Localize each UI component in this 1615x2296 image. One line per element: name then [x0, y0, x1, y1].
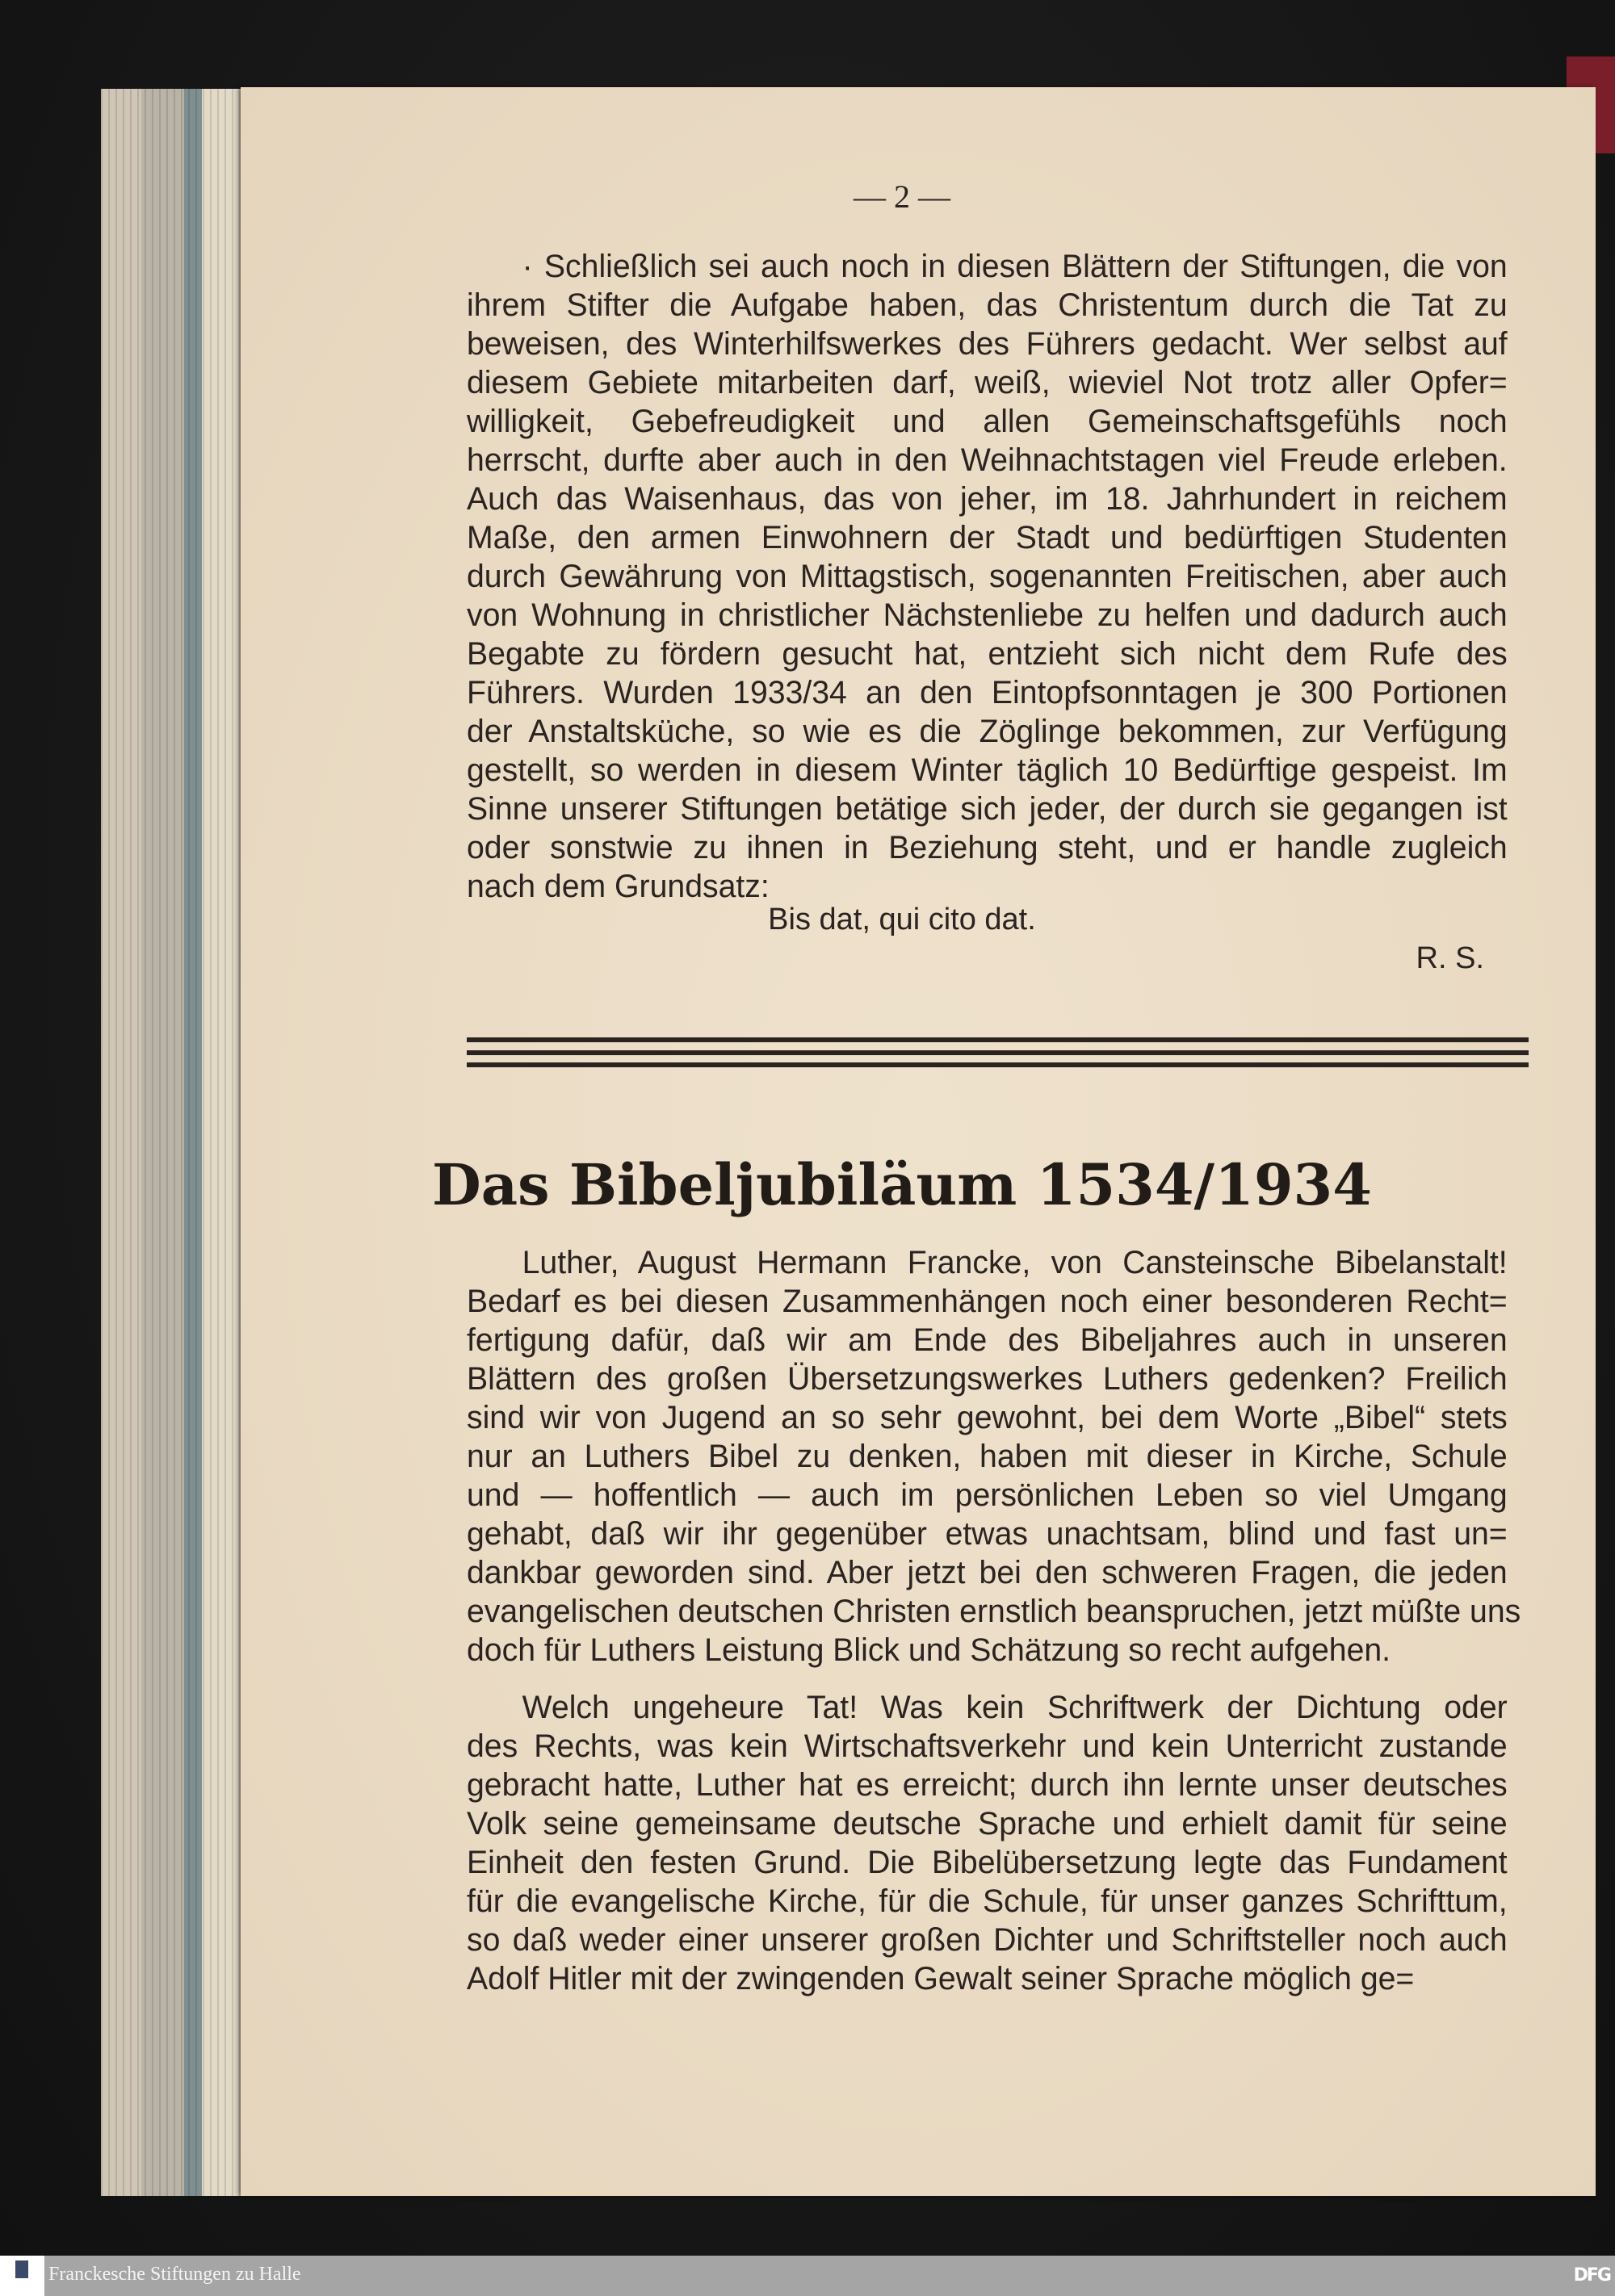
text-line: Welch ungeheure Tat! Was kein Schriftwerk der Dichtung oder — [522, 1690, 1508, 1725]
book-page — [241, 87, 1596, 2196]
text-line: Begabte zu fördern gesucht hat, entzieht sich nicht dem Rufe des — [467, 636, 1508, 672]
text-line: des Rechts, was kein Wirtschaftsverkehr und kein Unterricht zustande — [467, 1728, 1508, 1764]
text-line: sind wir von Jugend an so sehr gewohnt, bei dem Worte „Bibel“ stets — [467, 1400, 1508, 1435]
text-line: fertigung dafür, daß wir am Ende des Bibeljahres auch in unseren — [467, 1322, 1508, 1358]
text-line: von Wohnung in christlicher Nächstenliebe zu helfen und dadurch auch — [467, 597, 1508, 633]
dfg-logo: DFG — [1573, 2265, 1610, 2286]
institution-name: Franckesche Stiftungen zu Halle — [48, 2264, 301, 2285]
text-line: evangelischen deutschen Christen ernstlich beanspruchen, jetzt müßte uns — [467, 1594, 1521, 1629]
text-line: beweisen, des Winterhilfswerkes des Führers gedacht. Wer selbst auf — [467, 326, 1508, 362]
article-title — [241, 1151, 1596, 1218]
text-line: Volk seine gemeinsame deutsche Sprache und erhielt damit für seine — [467, 1806, 1508, 1841]
text-line: und — hoffentlich — auch im persönlichen Leben so viel Umgang — [467, 1477, 1508, 1513]
text-line: herrscht, durfte aber auch in den Weihnachtstagen viel Freude erleben. — [467, 442, 1508, 478]
paragraph-winterhilfswerk — [467, 247, 1529, 906]
text-line: Bedarf es bei diesen Zusammenhängen noch einer besonderen Recht= — [467, 1284, 1508, 1319]
text-line: so daß weder einer unserer großen Dichter und Schriftsteller noch auch — [467, 1922, 1508, 1958]
viewer-footer-bar — [0, 2256, 1615, 2296]
divider-rule — [467, 1037, 1529, 1042]
quote-text: Bis dat, qui cito dat. — [768, 903, 1036, 936]
divider-rule — [467, 1050, 1529, 1055]
text-line: Maße, den armen Einwohnern der Stadt und bedürftigen Studenten — [467, 520, 1508, 555]
text-line: Führers. Wurden 1933/34 an den Eintopfsonntagen je 300 Portionen — [467, 675, 1508, 710]
paragraph-bibeljubilaeum-1 — [467, 1243, 1529, 1670]
text-line: ihrem Stifter die Aufgabe haben, das Christentum durch die Tat zu — [467, 287, 1508, 323]
text-line: doch für Luthers Leistung Blick und Schätzung so recht aufgehen. — [467, 1632, 1391, 1668]
page-number — [241, 178, 1596, 216]
text-line: für die evangelische Kirche, für die Schule, für unser ganzes Schrifttum, — [467, 1883, 1508, 1919]
text-line: diesem Gebiete mitarbeiten darf, weiß, wieviel Not trotz aller Opfer= — [467, 365, 1508, 400]
text-line: nach dem Grundsatz: — [467, 869, 770, 904]
text-line: der Anstaltsküche, so wie es die Zöglinge bekommen, zur Verfügung — [467, 714, 1508, 749]
franckesche-stiftungen-logo — [0, 2256, 44, 2296]
text-line: · Schließlich sei auch noch in diesen Blättern der Stiftungen, die von — [522, 249, 1508, 284]
latin-quote — [241, 903, 1596, 937]
divider-rule — [467, 1062, 1529, 1067]
text-line: Luther, August Hermann Francke, von Cansteinsche Bibelanstalt! — [522, 1245, 1508, 1280]
text-line: gehabt, daß wir ihr gegenüber etwas unachtsam, blind und fast un= — [467, 1516, 1508, 1552]
text-line: Einheit den festen Grund. Die Bibelübersetzung legte das Fundament — [467, 1845, 1508, 1880]
text-line: willigkeit, Gebefreudigkeit und allen Gemeinschaftsgefühls noch — [467, 404, 1508, 439]
text-line: Blättern des großen Übersetzungswerkes Luthers gedenken? Freilich — [467, 1361, 1508, 1397]
article-title-text: Das Bibeljubiläum 1534/1934 — [432, 1151, 1372, 1218]
text-line: nur an Luthers Bibel zu denken, haben mit dieser in Kirche, Schule — [467, 1439, 1508, 1474]
text-line: durch Gewährung von Mittagstisch, sogenannten Freitischen, aber auch — [467, 559, 1508, 594]
text-line: gestellt, so werden in diesem Winter täglich 10 Bedürftige gespeist. Im — [467, 752, 1508, 788]
paragraph-bibeljubilaeum-2 — [467, 1688, 1529, 1998]
author-initials: R. S. — [1416, 941, 1484, 975]
page-stack-texture — [101, 89, 246, 2196]
logo-figure-icon — [15, 2260, 28, 2278]
text-line: Sinne unserer Stiftungen betätige sich jeder, der durch sie gegangen ist — [467, 791, 1508, 827]
text-line: oder sonstwie zu ihnen in Beziehung steht, und er handle zugleich — [467, 830, 1508, 865]
text-line: Adolf Hitler mit der zwingenden Gewalt seiner Sprache möglich ge= — [467, 1961, 1415, 1996]
text-line: Auch das Waisenhaus, das von jeher, im 18. Jahrhundert in reichem — [467, 481, 1508, 517]
text-line: gebracht hatte, Luther hat es erreicht; durch ihn lernte unser deutsches — [467, 1767, 1508, 1803]
text-line: dankbar geworden sind. Aber jetzt bei den schweren Fragen, die jeden — [467, 1555, 1508, 1590]
page-number-text: — 2 — — [854, 178, 950, 215]
